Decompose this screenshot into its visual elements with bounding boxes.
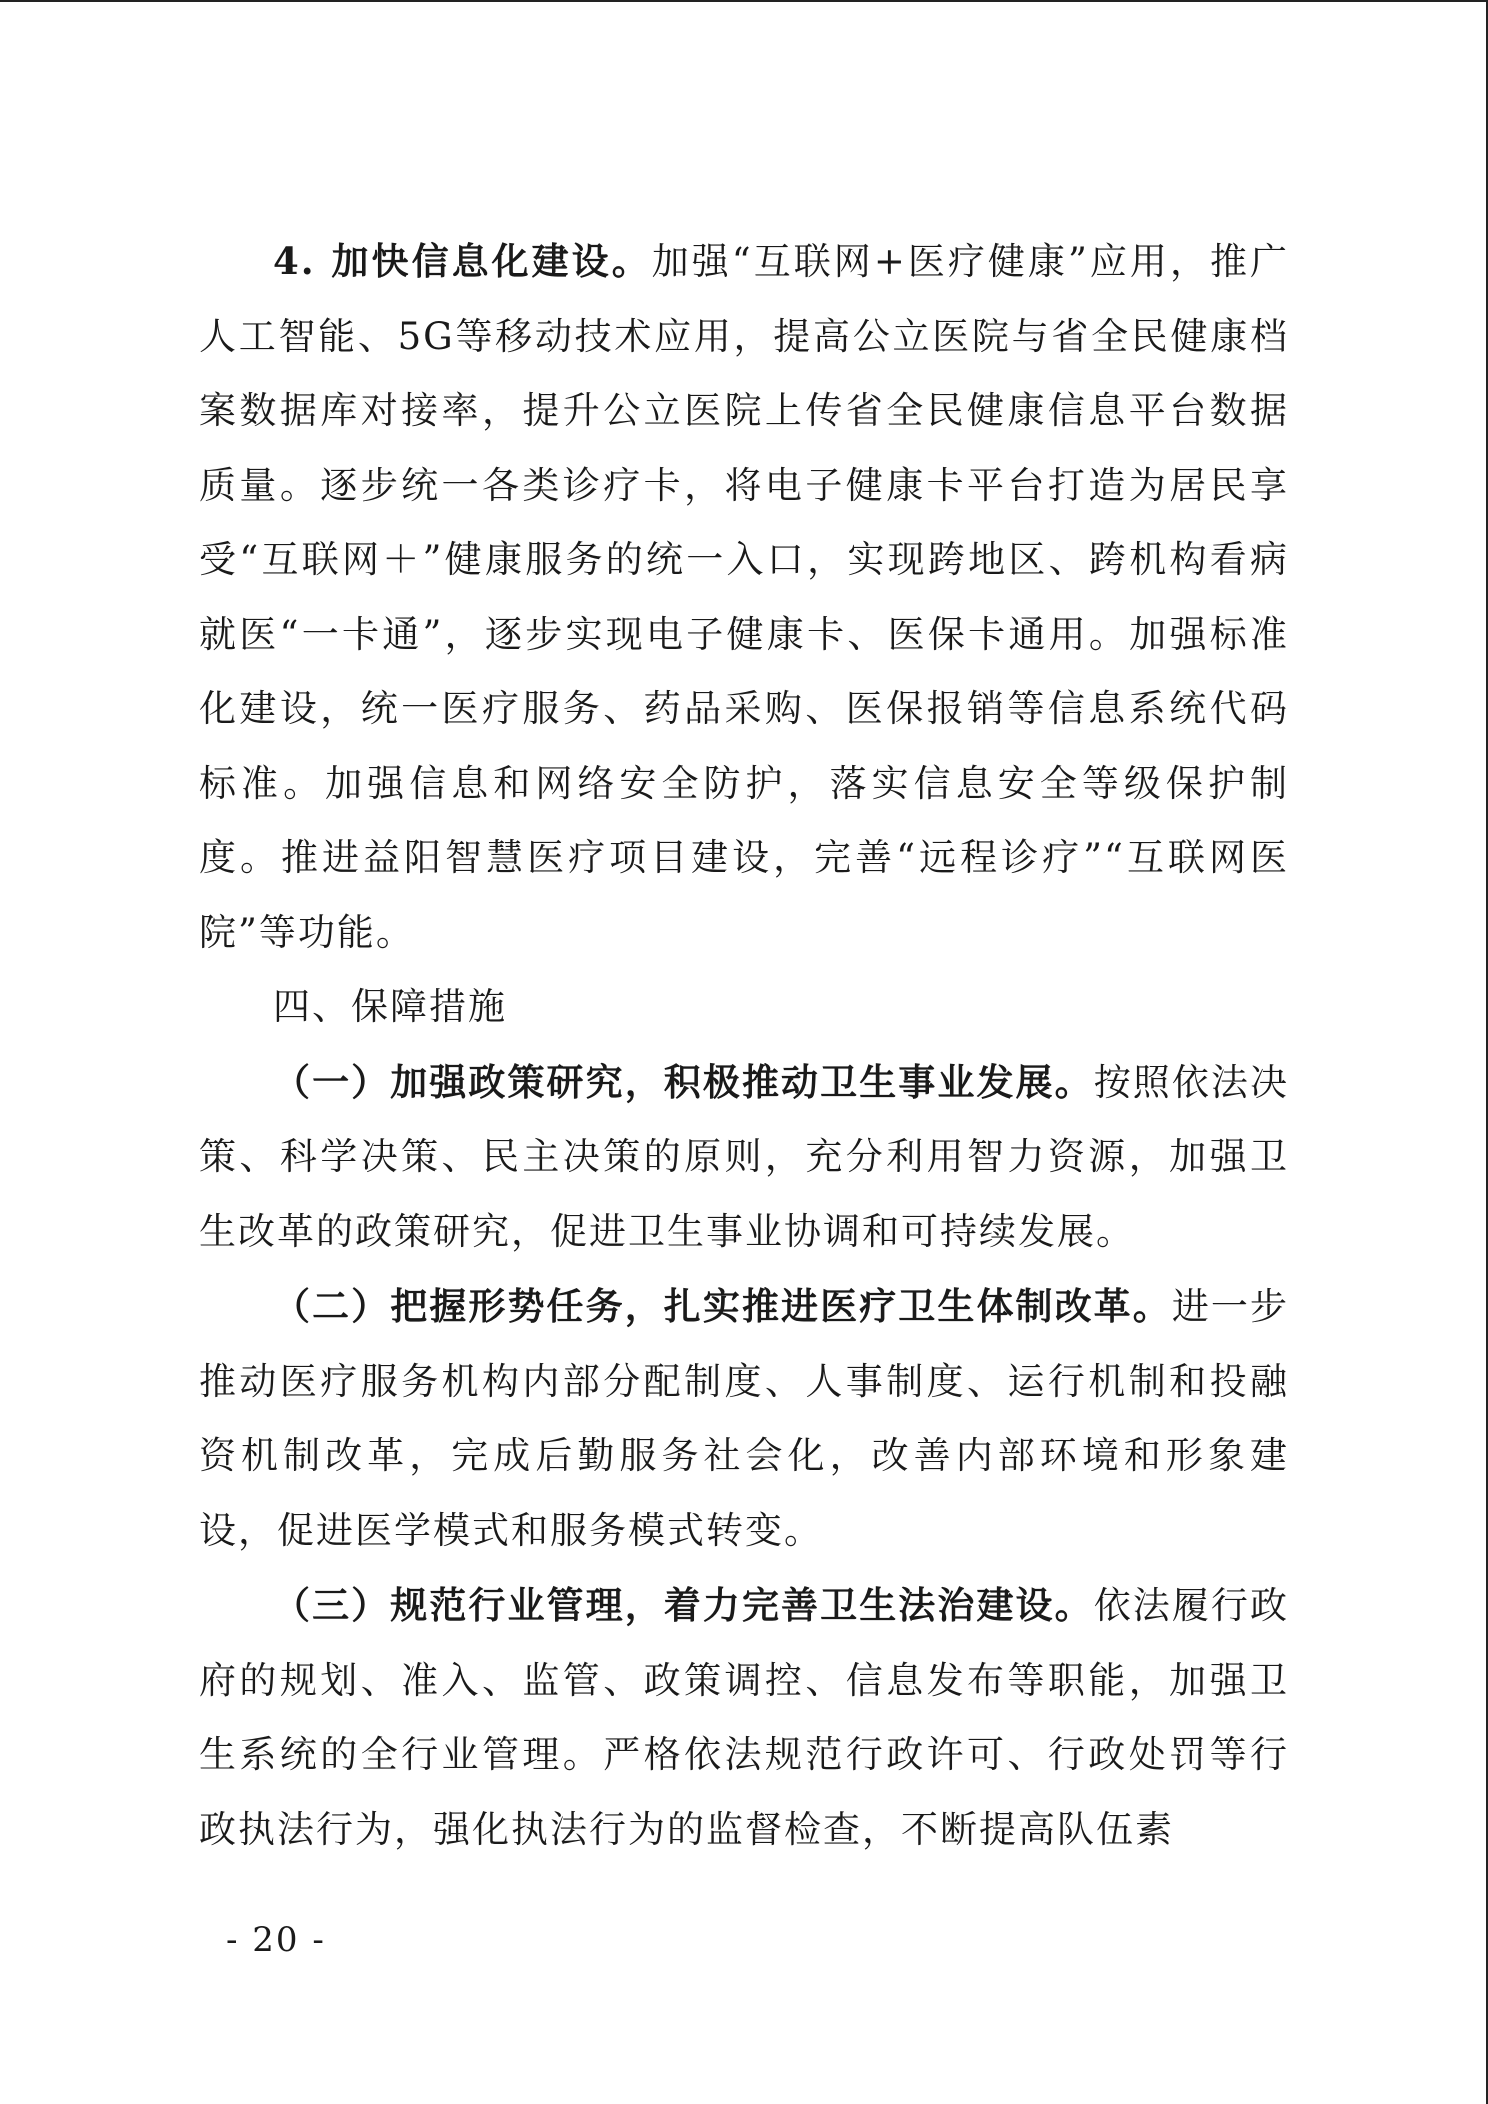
paragraph-measure-1 [199, 1045, 1289, 1270]
paragraph-measure-2 [199, 1269, 1289, 1568]
section-heading: 四、保障措施 [273, 985, 507, 1028]
paragraph-text: 依法履行政府的规划、准入、监管、政策调控、信息发布等职能，加强卫生系统的全行业管理。严格依法规范行政许可、行政处罚等行政执法行为，强化执法行为的监督检查，不断提高队伍素 [199, 1584, 1290, 1851]
paragraph-measure-3 [199, 1568, 1289, 1867]
document-body [199, 224, 1289, 1867]
paragraph-text: 按照依法决策、科学决策、民主决策的原则，充分利用智力资源，加强卫生改革的政策研究，促进卫生事业协调和可持续发展。 [199, 1060, 1290, 1253]
paragraph-text: 加强“互联网+医疗健康”应用，推广人工智能、5G等移动技术应用，提高公立医院与省全民健康档案数据库对接率，提升公立医院上传省全民健康信息平台数据质量。逐步统一各类诊疗卡，将电子健康卡平台打造为居民享受“互联网＋”健康服务的统一入口，实现跨地区、跨机构看病就医“一卡通”，逐步实现电子健康卡、医保卡通用。加强标准化建设，统一医疗服务、药品采购、医保报销等信息系统代码标准。加强信息和网络安全防护，落实信息安全等级保护制度。推进益阳智慧医疗项目建设，完善“远程诊疗”“互联网医院”等功能。 [199, 240, 1289, 954]
paragraph-lead: 4. 加快信息化建设。 [273, 239, 652, 283]
paragraph-lead: （三）规范行业管理，着力完善卫生法治建设。 [273, 1583, 1094, 1627]
paragraph-text: 进一步推动医疗服务机构内部分配制度、人事制度、运行机制和投融资机制改革，完成后勤服务社会化，改善内部环境和形象建设，促进医学模式和服务模式转变。 [199, 1285, 1290, 1552]
paragraph-lead: （二）把握形势任务，扎实推进医疗卫生体制改革。 [273, 1284, 1172, 1328]
paragraph-lead: （一）加强政策研究，积极推动卫生事业发展。 [273, 1059, 1094, 1104]
paragraph-informatization [199, 224, 1289, 970]
page-number: - 20 - [226, 1920, 326, 1960]
